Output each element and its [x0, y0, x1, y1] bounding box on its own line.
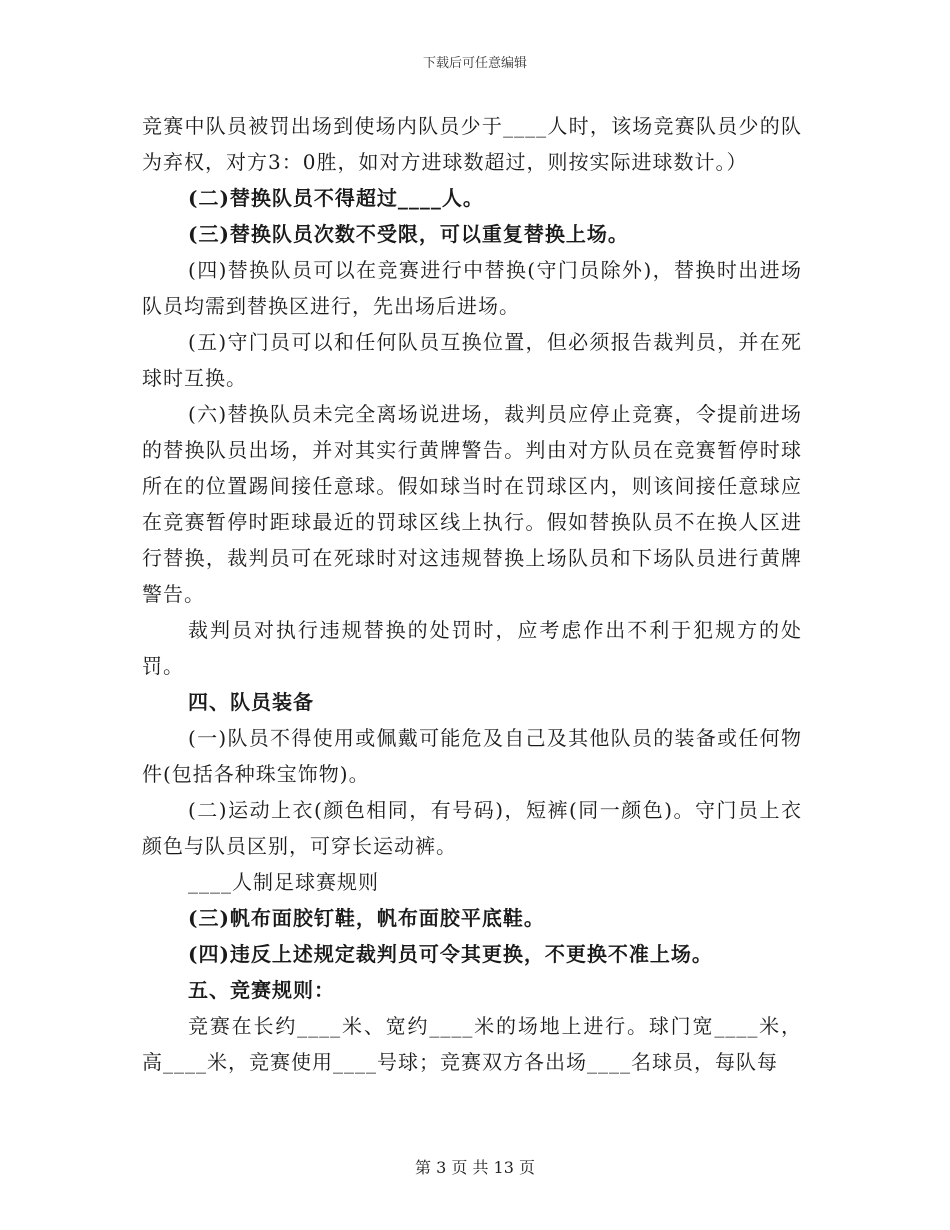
rule-field-dimensions: 竞赛在长约____米、宽约____米的场地上进行。球门宽____米，高____米，竞赛使用____号球；竞赛双方各出场____名球员，每队每 [142, 1014, 802, 1074]
rule-equipment-shoes: (三)帆布面胶钉鞋，帆布面胶平底鞋。 [188, 906, 545, 930]
section-heading-equipment: 四、队员装备 [188, 690, 314, 714]
document-body [142, 108, 802, 1080]
page-header: 下载后可任意编辑 [422, 56, 527, 71]
rule-substitute-unlimited: (三)替换队员次数不受限，可以重复替换上场。 [188, 222, 629, 246]
rule-equipment-safety: (一)队员不得使用或佩戴可能危及自己及其他队员的装备或任何物件(包括各种珠宝饰物)。 [142, 726, 802, 786]
rule-illegal-entry: (六)替换队员未完全离场说进场，裁判员应停止竞赛，令提前进场的替换队员出场，并对其实行黄牌警告。判由对方队员在竞赛暂停时球所在的位置踢间接任意球。假如球当时在罚球区内，则该间接任意球应在竞赛暂停时距球最近的罚球区线上执行。假如替换队员不在换人区进行替换，裁判员可在死球时对这违规替换上场队员和下场队员进行黄牌警告。 [142, 402, 802, 606]
paragraph-continuation: 竞赛中队员被罚出场到使场内队员少于____人时，该场竞赛队员少的队为弃权，对方3：0胜，如对方进球数超过，则按实际进球数计。） [142, 114, 802, 174]
rule-equipment-violation: (四)违反上述规定裁判员可令其更换，不更换不准上场。 [188, 942, 713, 966]
rule-substitute-procedure: (四)替换队员可以在竞赛进行中替换(守门员除外)，替换时出进场队员均需到替换区进行，先出场后进场。 [142, 258, 802, 318]
rule-penalty-advantage: 裁判员对执行违规替换的处罚时，应考虑作出不利于犯规方的处罚。 [142, 618, 802, 678]
rule-substitute-limit: (二)替换队员不得超过____人。 [188, 186, 484, 210]
section-heading-rules: 五、竞赛规则： [188, 978, 335, 1002]
inline-title: ____人制足球赛规则 [188, 870, 379, 894]
rule-equipment-uniform: (二)运动上衣(颜色相同，有号码)，短裤(同一颜色)。守门员上衣颜色与队员区别，可穿长运动裤。 [142, 798, 802, 858]
rule-goalkeeper-swap: (五)守门员可以和任何队员互换位置，但必须报告裁判员，并在死球时互换。 [142, 330, 802, 390]
page-number: 第 3 页 共 13 页 [415, 1158, 535, 1177]
